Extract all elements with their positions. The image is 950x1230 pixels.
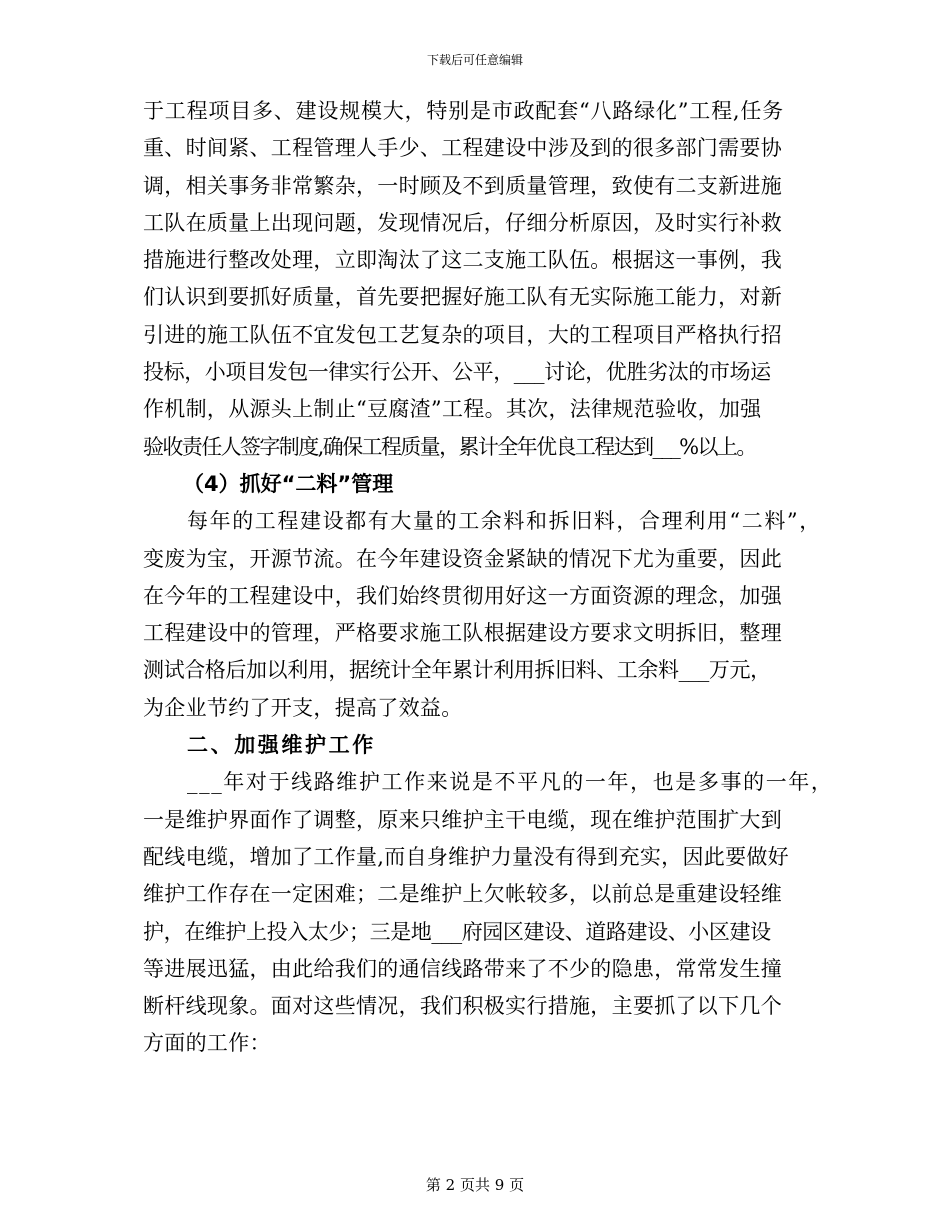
paragraph-line: 引进的施工队伍不宜发包工艺复杂的项目，大的工程项目严格执行招 bbox=[143, 322, 782, 347]
paragraph-line: 配线电缆，增加了工作量,而自身维护力量没有得到充实，因此要做好 bbox=[143, 844, 789, 869]
paragraph-line: 每年的工程建设都有大量的工余料和拆旧料，合理利用“二料”， bbox=[187, 509, 822, 534]
paragraph-line: 维护工作存在一定困难；二是维护上欠帐较多，以前总是重建设轻维 bbox=[143, 882, 782, 907]
paragraph-line: 在今年的工程建设中，我们始终贯彻用好这一方面资源的理念，加强 bbox=[143, 583, 782, 608]
page-header: 下载后可任意编辑 bbox=[426, 53, 523, 67]
paragraph-line: 护，在维护上投入太少；三是地___府园区建设、道路建设、小区建设 bbox=[143, 919, 771, 944]
paragraph-line: 验收责任人签字制度,确保工程质量，累计全年优良工程达到___%以上。 bbox=[143, 434, 756, 459]
paragraph-line: 为企业节约了开支，提高了效益。 bbox=[143, 695, 463, 720]
paragraph-line: 作机制，从源头上制止“豆腐渣”工程。其次，法律规范验收，加强 bbox=[143, 397, 762, 422]
paragraph-line: 们认识到要抓好质量，首先要把握好施工队有无实际施工能力，对新 bbox=[143, 285, 782, 310]
paragraph-line: 测试合格后加以利用，据统计全年累计利用拆旧料、工余料___万元， bbox=[143, 658, 771, 683]
paragraph-line: 投标，小项目发包一律实行公开、公平，___讨论，优胜劣汰的市场运 bbox=[143, 360, 771, 385]
paragraph-line: 变废为宝，开源节流。在今年建设资金紧缺的情况下尤为重要，因此 bbox=[143, 546, 782, 571]
paragraph-line: 措施进行整改处理，立即淘汰了这二支施工队伍。根据这一事例，我 bbox=[143, 248, 782, 273]
paragraph-line: 工程建设中的管理，严格要求施工队根据建设方要求文明拆旧，整理 bbox=[143, 621, 782, 646]
paragraph-line: 重、时间紧、工程管理人手少、工程建设中涉及到的很多部门需要协 bbox=[143, 136, 782, 161]
paragraph-line: ___年对于线路维护工作来说是不平凡的一年，也是多事的一年， bbox=[187, 770, 834, 795]
paragraph-line: 等进展迅猛，由此给我们的通信线路带来了不少的隐患，常常发生撞 bbox=[143, 956, 782, 981]
document-body bbox=[143, 93, 834, 1063]
paragraph-line: 方面的工作： bbox=[143, 1031, 271, 1056]
section-heading-maintenance: 二、加强维护工作 bbox=[187, 733, 376, 758]
paragraph-line: 断杆线现象。面对这些情况，我们积极实行措施，主要抓了以下几个 bbox=[143, 994, 782, 1019]
section-heading-materials: （4）抓好“二料”管理 bbox=[183, 471, 394, 496]
page-number-footer: 第 2 页共 9 页 bbox=[425, 1176, 525, 1194]
paragraph-line: 工队在质量上出现问题，发现情况后，仔细分析原因，及时实行补救 bbox=[143, 210, 782, 235]
paragraph-line: 一是维护界面作了调整，原来只维护主干电缆，现在维护范围扩大到 bbox=[143, 807, 782, 832]
paragraph-line: 于工程项目多、建设规模大，特别是市政配套“八路绿化”工程,任务 bbox=[143, 99, 784, 123]
paragraph-line: 调，相关事务非常繁杂，一时顾及不到质量管理，致使有二支新进施 bbox=[143, 173, 782, 198]
